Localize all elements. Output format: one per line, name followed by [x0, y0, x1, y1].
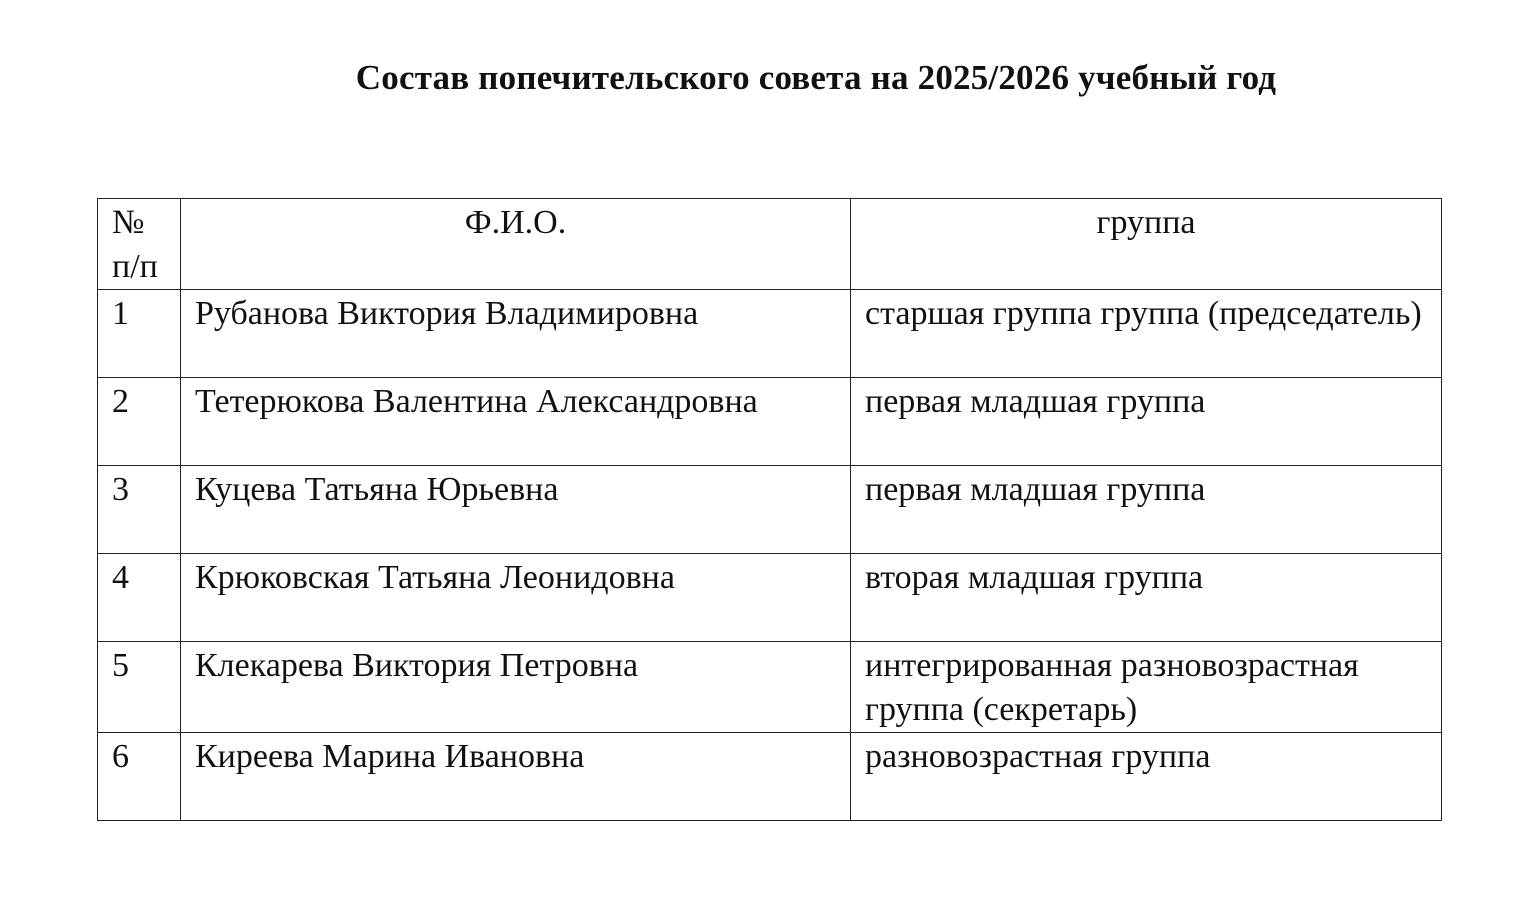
member-name: Крюковская Татьяна Леонидовна: [181, 554, 851, 642]
member-group: первая младшая группа: [851, 378, 1442, 466]
member-group: интегрированная разновозрастная группа (секретарь): [851, 642, 1442, 733]
table-row: [98, 733, 1442, 821]
table-row: [98, 378, 1442, 466]
column-header-number: № п/п: [98, 199, 181, 290]
row-number: 2: [98, 378, 181, 466]
table-row: [98, 642, 1442, 733]
member-name: Клекарева Виктория Петровна: [181, 642, 851, 733]
page-title: Состав попечительского совета на 2025/2026 учебный год: [355, 58, 1277, 97]
member-group: разновозрастная группа: [851, 733, 1442, 821]
column-header-group: группа: [851, 199, 1442, 290]
member-name: Киреева Марина Ивановна: [181, 733, 851, 821]
trustee-board-table: [97, 198, 1442, 821]
table-row: [98, 290, 1442, 378]
row-number: 1: [98, 290, 181, 378]
table-row: [98, 554, 1442, 642]
row-number: 5: [98, 642, 181, 733]
member-group: старшая группа группа (председатель): [851, 290, 1442, 378]
row-number: 4: [98, 554, 181, 642]
table-row: [98, 466, 1442, 554]
row-number: 3: [98, 466, 181, 554]
table-header-row: [98, 199, 1442, 290]
column-header-name: Ф.И.О.: [181, 199, 851, 290]
member-name: Тетерюкова Валентина Александровна: [181, 378, 851, 466]
member-name: Рубанова Виктория Владимировна: [181, 290, 851, 378]
member-group: вторая младшая группа: [851, 554, 1442, 642]
row-number: 6: [98, 733, 181, 821]
member-group: первая младшая группа: [851, 466, 1442, 554]
member-name: Куцева Татьяна Юрьевна: [181, 466, 851, 554]
